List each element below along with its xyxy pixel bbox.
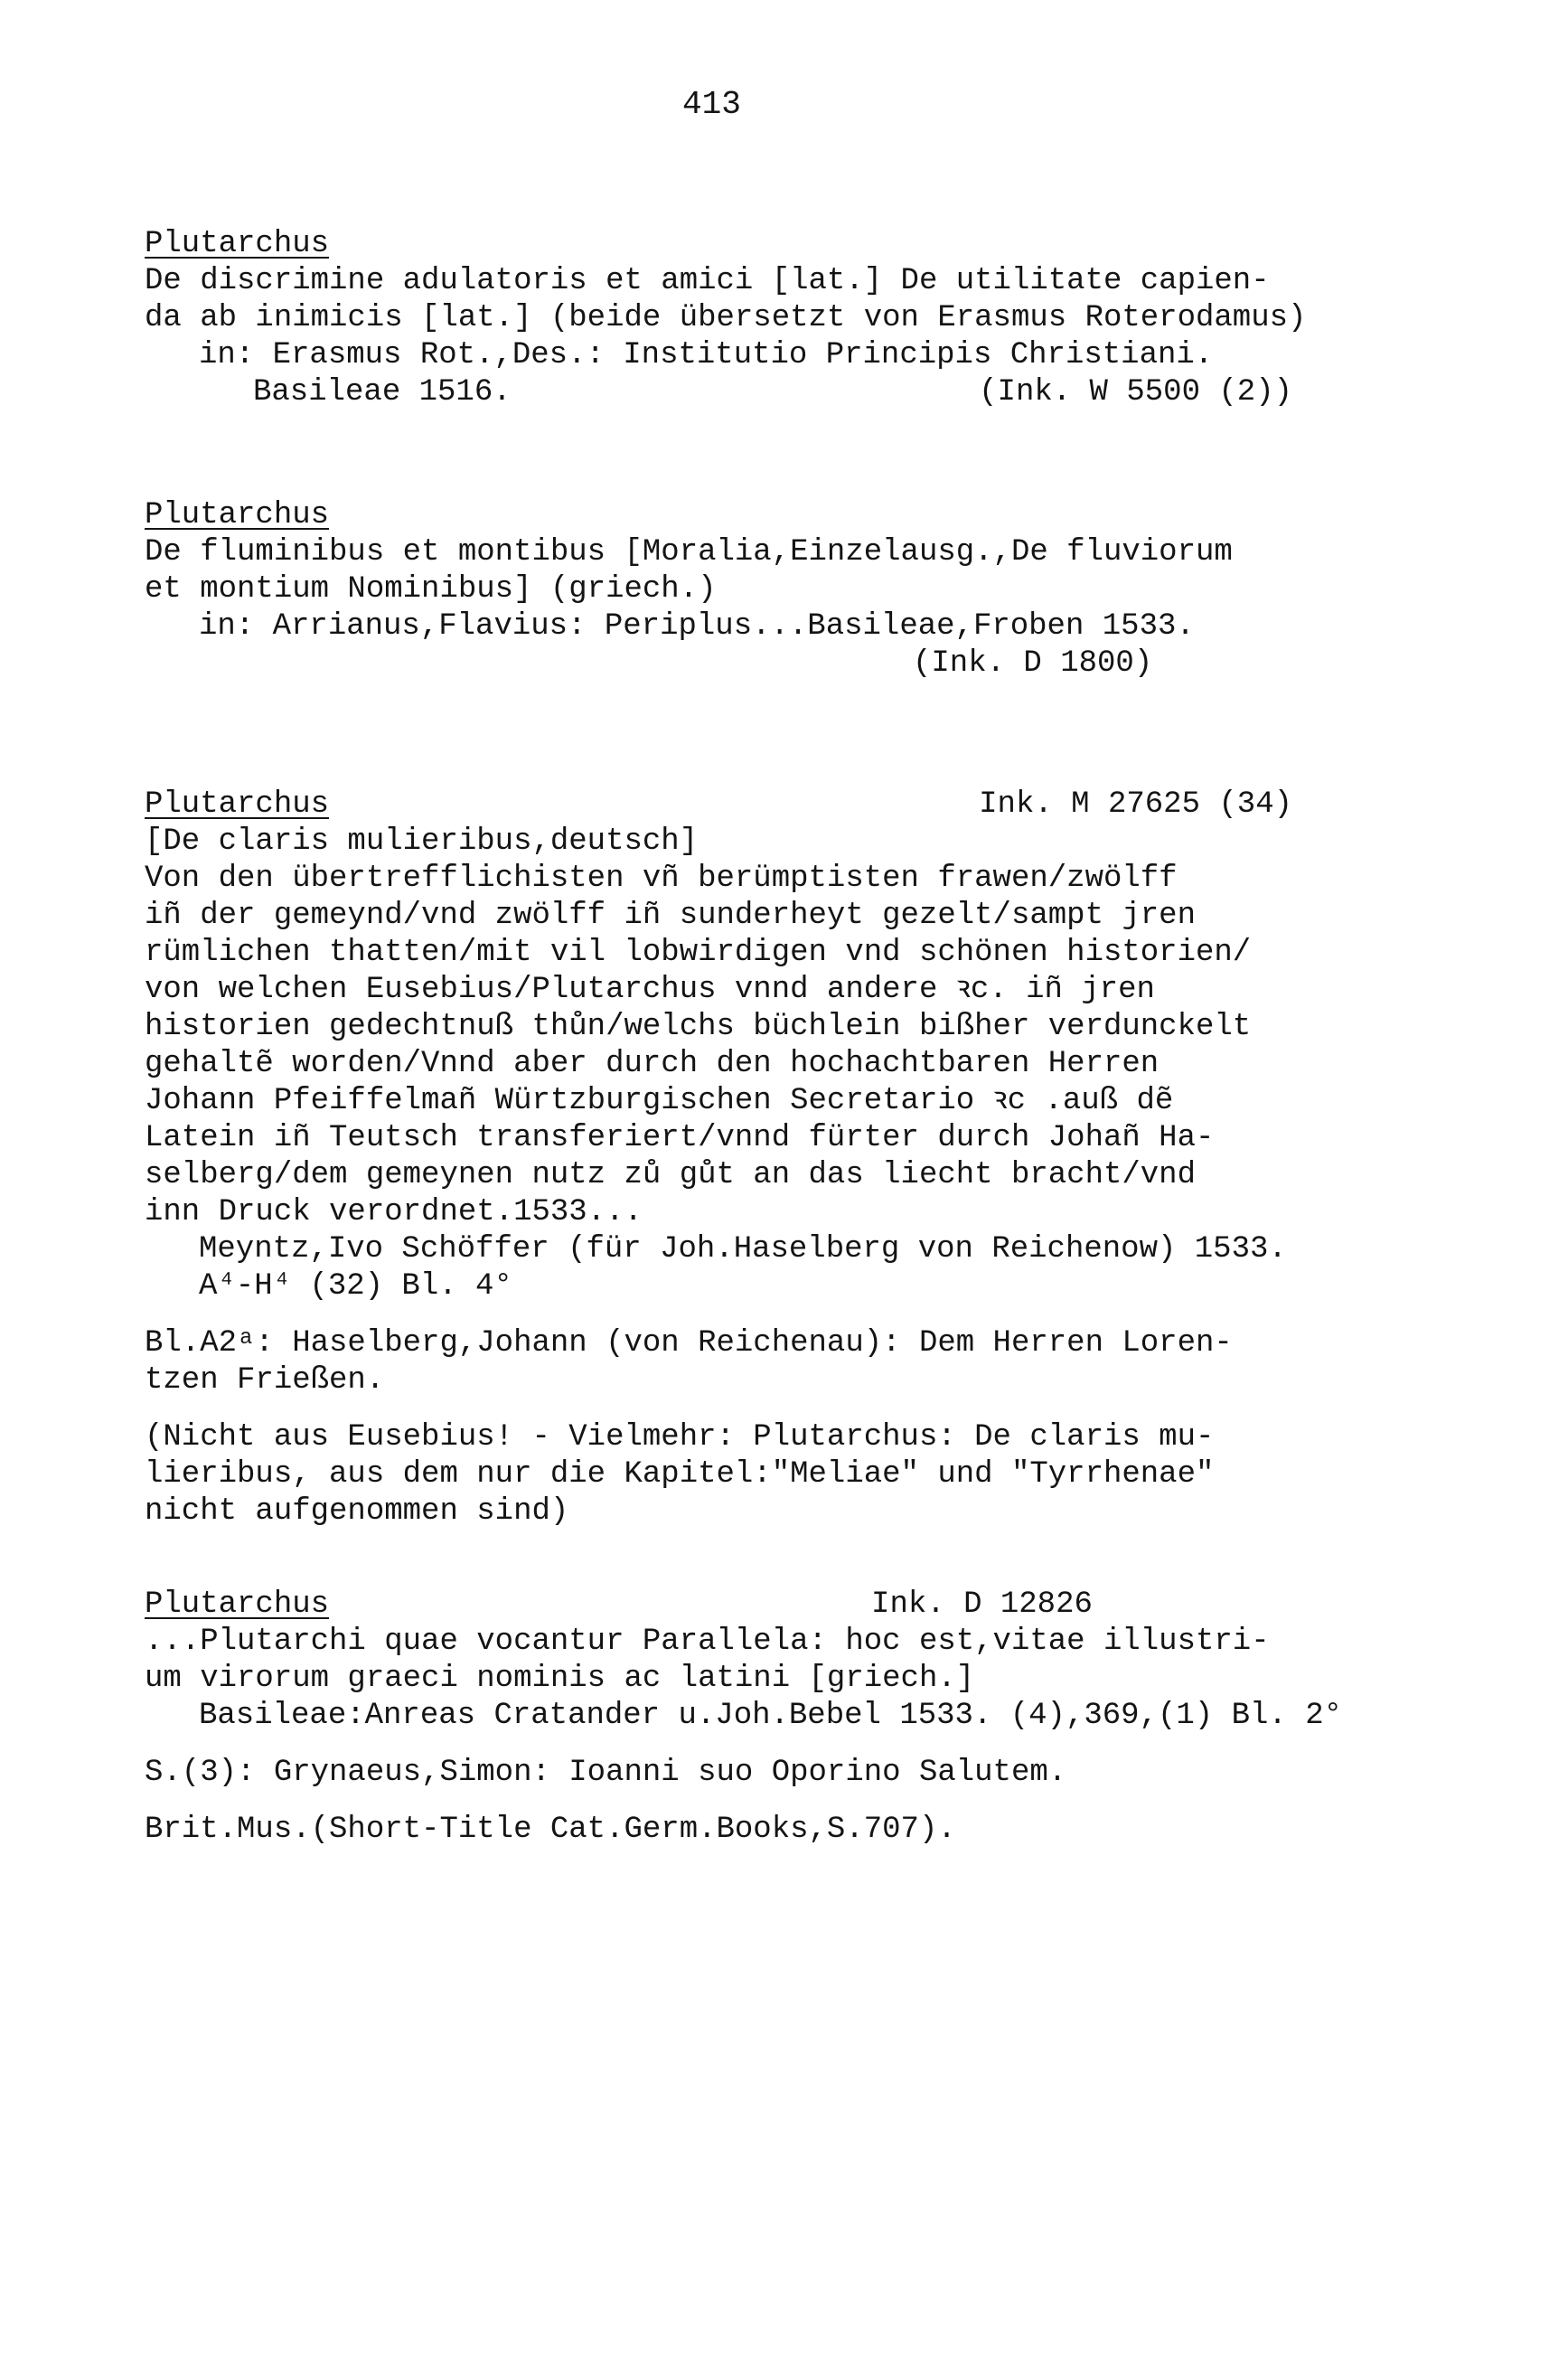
shelfmark: Ink. D 12826 [871, 1587, 1093, 1622]
entry-line: Latein iñ Teutsch transferiert/vnnd fürter durch Johañ Ha- [145, 1121, 1215, 1155]
entry-heading: Plutarchus [145, 1587, 330, 1622]
entry-heading: Plutarchus [145, 787, 330, 822]
shelfmark: (Ink. D 1800) [913, 646, 1153, 681]
catalog-entry [145, 497, 1347, 683]
shelfmark: (Ink. W 5500 (2)) [979, 375, 1292, 410]
entry-line: S.(3): Grynaeus,Simon: Ioanni suo Oporino Salutem. [145, 1756, 1067, 1790]
entry-line: Brit.Mus.(Short-Title Cat.Germ.Books,S.707). [145, 1813, 956, 1847]
entry-line: A⁴-H⁴ (32) Bl. 4° [199, 1269, 512, 1304]
entry-note: lieribus, aus dem nur die Kapitel:"Meliae" und "Tyrrhenae" [145, 1457, 1215, 1492]
catalog-entry [145, 786, 1347, 1530]
entry-line: Basileae 1516. [253, 375, 512, 410]
entry-line: ...Plutarchi quae vocantur Parallela: hoc est,vitae illustri- [145, 1625, 1270, 1659]
page-number: 413 [682, 86, 741, 123]
entry-line: Meyntz,Ivo Schöffer (für Joh.Haselberg von Reichenow) 1533. [199, 1232, 1287, 1267]
entry-line: da ab inimicis [lat.] (beide übersetzt von Erasmus Roterodamus) [145, 301, 1307, 335]
shelfmark: Ink. M 27625 (34) [979, 787, 1292, 822]
entry-line: Bl.A2ᵃ: Haselberg,Johann (von Reichenau): Dem Herren Loren- [145, 1326, 1233, 1361]
entry-line: von welchen Eusebius/Plutarchus vnnd andere ꝛc. iñ jren [145, 973, 1155, 1007]
entry-line: um virorum graeci nominis ac latini [griech.] [145, 1662, 975, 1696]
entry-line: De discrimine adulatoris et amici [lat.] De utilitate capien- [145, 264, 1270, 298]
entry-line: Basileae:Anreas Cratander u.Joh.Bebel 1533. (4),369,(1) Bl. 2° [199, 1699, 1343, 1733]
catalog-entry [145, 1587, 1347, 1849]
entry-line: [De claris mulieribus,deutsch] [145, 824, 699, 859]
entry-line: gehaltẽ worden/Vnnd aber durch den hochachtbaren Herren [145, 1047, 1160, 1081]
entry-heading: Plutarchus [145, 498, 330, 532]
entry-line: De fluminibus et montibus [Moralia,Einzelausg.,De fluviorum [145, 535, 1233, 570]
entry-line: selberg/dem gemeynen nutz zů gůt an das liecht bracht/vnd [145, 1158, 1196, 1192]
entry-line: et montium Nominibus] (griech.) [145, 572, 717, 607]
entry-line: inn Druck verordnet.1533... [145, 1195, 643, 1229]
entry-line: in: Arrianus,Flavius: Periplus...Basileae,Froben 1533. [199, 609, 1195, 644]
entry-heading: Plutarchus [145, 227, 330, 261]
entry-line: tzen Frießen. [145, 1363, 385, 1398]
entry-line: iñ der gemeynd/vnd zwölff iñ sunderheyt gezelt/sampt jren [145, 899, 1196, 933]
entry-line: in: Erasmus Rot.,Des.: Institutio Principis Christiani. [199, 338, 1214, 372]
entry-line: historien gedechtnuß thůn/welchs büchlein bißher verdunckelt [145, 1010, 1252, 1044]
entry-line: Von den übertrefflichisten vñ berümptisten frawen/zwölff [145, 862, 1178, 896]
entry-line: rümlichen thatten/mit vil lobwirdigen vnd schönen historien/ [145, 936, 1252, 970]
entry-line: Johann Pfeiffelmañ Würtzburgischen Secretario ꝛc .auß dẽ [145, 1084, 1174, 1118]
entry-note: (Nicht aus Eusebius! - Vielmehr: Plutarchus: De claris mu- [145, 1420, 1215, 1455]
entry-note: nicht aufgenommen sind) [145, 1494, 569, 1529]
catalog-entry [145, 226, 1347, 411]
